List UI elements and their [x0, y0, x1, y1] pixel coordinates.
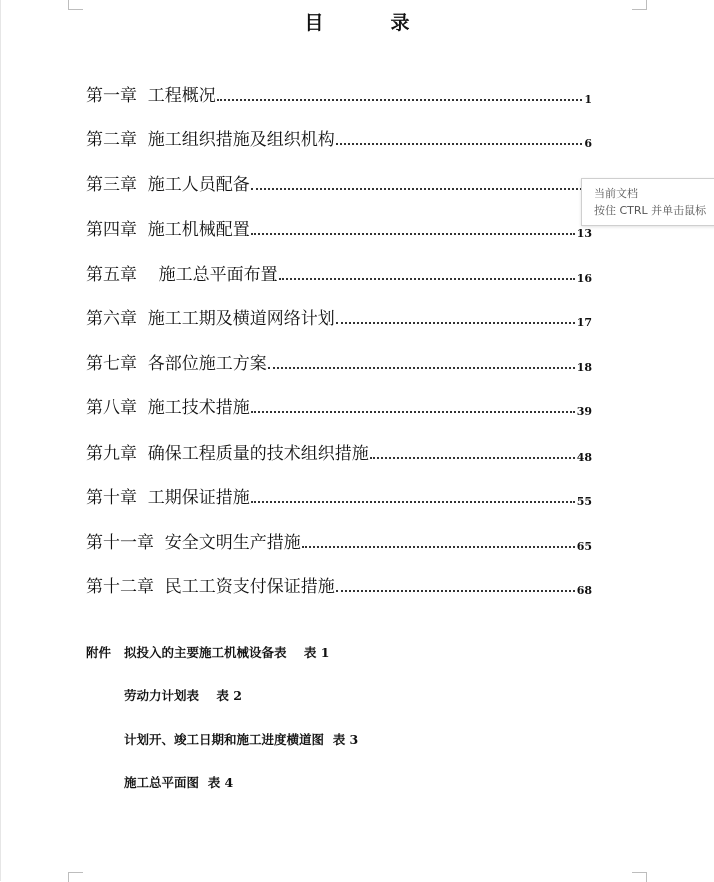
- dot-leader: [336, 143, 583, 145]
- toc-entry-label: 第十一章 安全文明生产措施: [86, 533, 301, 553]
- toc-entry-label: 第六章 施工工期及横道网络计划: [86, 309, 335, 329]
- toc-page-number: 13: [576, 227, 592, 240]
- appendix-item: 劳动力计划表 表 2: [124, 688, 242, 703]
- appendix-item: 拟投入的主要施工机械设备表 表 1: [124, 645, 330, 660]
- toc-entry-label: 第十二章 民工工资支付保证措施: [86, 577, 335, 597]
- toc-entry-chapter-10[interactable]: [86, 479, 592, 509]
- appendix-heading: 附件: [86, 645, 112, 660]
- appendix-item: 计划开、竣工日期和施工进度横道图 表 3: [124, 732, 359, 747]
- toc-entry-chapter-2[interactable]: [86, 121, 592, 151]
- toc-entry-chapter-4[interactable]: [86, 211, 592, 241]
- toc-entry-label: 第三章 施工人员配备: [86, 175, 250, 195]
- toc-entry-chapter-5[interactable]: [86, 256, 592, 286]
- dot-leader: [217, 99, 583, 101]
- toc-entry-chapter-3[interactable]: [86, 166, 592, 196]
- toc-entry-chapter-1[interactable]: [86, 77, 592, 107]
- tooltip-line-2: 按住 CTRL 并单击鼠标: [594, 204, 707, 217]
- toc-page-number: 65: [576, 540, 592, 553]
- page-left-edge: [0, 0, 1, 881]
- dot-leader: [268, 367, 575, 369]
- toc-page-number: 39: [576, 405, 592, 418]
- toc-page-number: 6: [584, 137, 592, 150]
- toc-entry-chapter-9[interactable]: [86, 435, 592, 465]
- toc-page-number: 48: [576, 451, 592, 464]
- toc-entry-chapter-12[interactable]: [86, 568, 592, 598]
- toc-entry-chapter-6[interactable]: [86, 300, 592, 330]
- toc-entry-label: 第九章 确保工程质量的技术组织措施: [86, 444, 369, 464]
- toc-title: 目 录: [304, 12, 434, 34]
- toc-entry-label: 第四章 施工机械配置: [86, 220, 250, 240]
- toc-entry-chapter-11[interactable]: [86, 524, 592, 554]
- dot-leader: [251, 411, 575, 413]
- toc-entry-label: 第七章 各部位施工方案: [86, 354, 267, 374]
- toc-page-number: 17: [576, 316, 592, 329]
- dot-leader: [336, 590, 575, 592]
- dot-leader: [336, 322, 575, 324]
- dot-leader: [251, 188, 586, 190]
- toc-entry-chapter-7[interactable]: [86, 345, 592, 375]
- dot-leader: [251, 233, 575, 235]
- hyperlink-tooltip: [581, 178, 714, 226]
- tooltip-line-1: 当前文档: [594, 187, 638, 200]
- toc-entry-label: 第二章 施工组织措施及组织机构: [86, 130, 335, 150]
- dot-leader: [302, 546, 575, 548]
- toc-entry-label: 第一章 工程概况: [86, 86, 216, 106]
- toc-entry-label: 第八章 施工技术措施: [86, 398, 250, 418]
- toc-page-number: 18: [576, 361, 592, 374]
- toc-page-number: 1: [584, 93, 592, 106]
- dot-leader: [279, 278, 575, 280]
- toc-entry-label: 第十章 工期保证措施: [86, 488, 250, 508]
- toc-entry-label: 第五章 施工总平面布置: [86, 265, 278, 285]
- toc-entry-chapter-8[interactable]: [86, 389, 592, 419]
- toc-page-number: 68: [576, 584, 592, 597]
- appendix-item: 施工总平面图 表 4: [124, 775, 234, 790]
- toc-page-number: 16: [576, 272, 592, 285]
- dot-leader: [251, 501, 575, 503]
- toc-page-number: 55: [576, 495, 592, 508]
- dot-leader: [370, 457, 575, 459]
